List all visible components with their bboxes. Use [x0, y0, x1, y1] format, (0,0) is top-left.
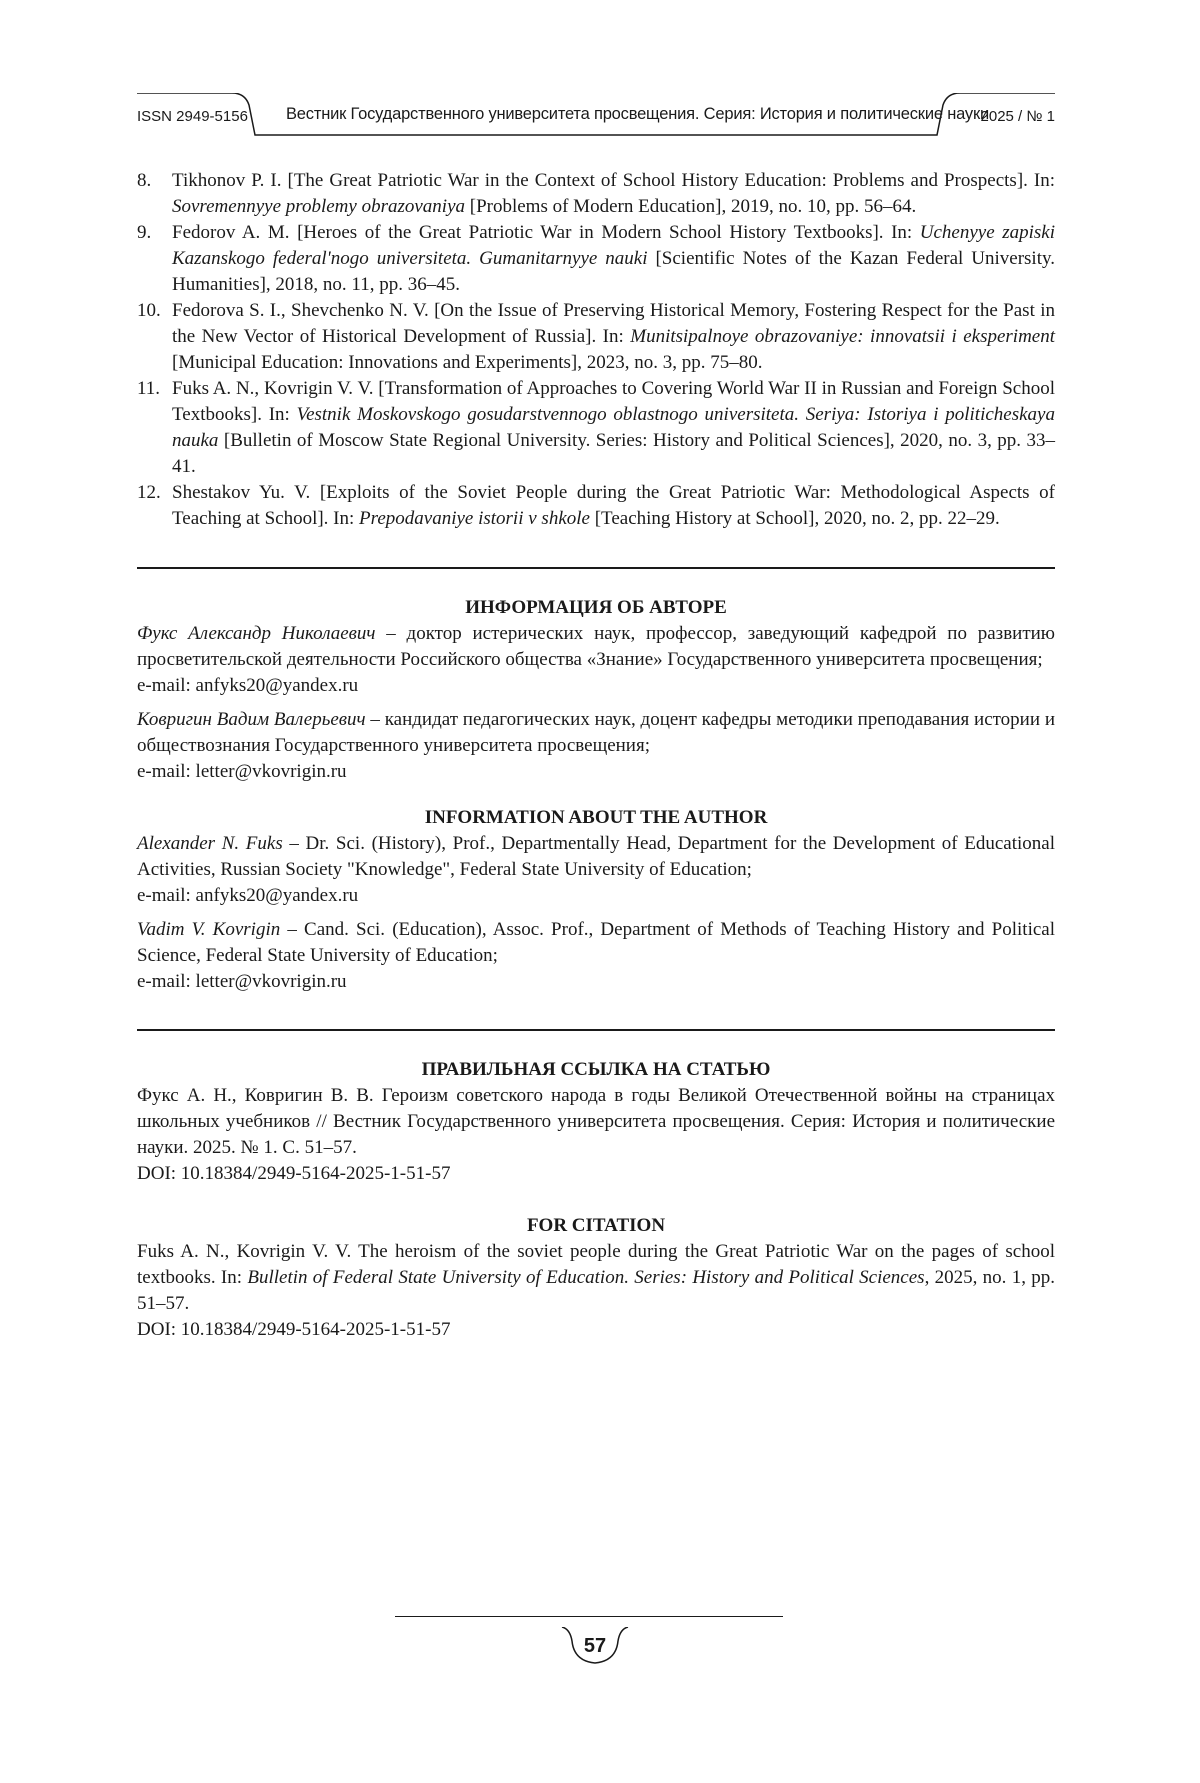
reference-text: Fedorova S. I., Shevchenko N. V. [On the Issue of Preserving Historical Memory, Fostering Respect for the Past in the New Vector of Historical Development of Russia]. In: [172, 300, 1055, 347]
reference-source: Sovremennyye problemy obrazovaniya [172, 196, 465, 217]
citation-en [137, 1213, 1055, 1343]
reference-item [137, 376, 1055, 480]
citation-text [137, 1239, 1055, 1317]
journal-title: Вестник Государственного университета просвещения. Серия: История и политические науки [286, 105, 989, 123]
reference-source: Munitsipalnoye obrazovaniye: innovatsii i eksperiment [630, 326, 1055, 347]
author-info-en-title: INFORMATION ABOUT THE AUTHOR [424, 807, 768, 828]
page-number: 57 [583, 1635, 607, 1657]
reference-text: [Scientific Notes of the Kazan Federal University. Humanities], 2018, no. 11, pp. 36–45. [172, 248, 1055, 295]
author-entry [137, 621, 1055, 673]
author-description: – доктор истерических наук, профессор, заведующий кафедрой по развитию просветительской деятельности Российского общества «Знание» Государственного университета просвещения; [137, 623, 1055, 670]
reference-text: Tikhonov P. I. [The Great Patriotic War in the Context of School History Education: Problems and Prospects]. In: [172, 170, 1055, 191]
page-number-badge [560, 1627, 630, 1667]
author-email: e-mail: letter@vkovrigin.ru [137, 971, 347, 992]
reference-number: 8. [137, 170, 152, 191]
author-entry [137, 917, 1055, 969]
citation-doi: DOI: 10.18384/2949-5164-2025-1-51-57 [137, 1163, 451, 1184]
author-description: – кандидат педагогических наук, доцент кафедры методики преподавания истории и обществознания Государственного университета просвещения; [137, 709, 1055, 756]
reference-text: Fuks A. N., Kovrigin V. V. [Transformation of Approaches to Covering World War II in Russian and Foreign School Textbooks]. In: [172, 378, 1055, 425]
citation-journal: Bulletin of Federal State University of Education. Series: History and Political Sciences [247, 1267, 925, 1288]
author-name: Ковригин Вадим Валерьевич [137, 709, 366, 730]
reference-number: 11. [137, 378, 161, 399]
reference-source: Prepodavaniye istorii v shkole [359, 508, 590, 529]
citation-ru-title: ПРАВИЛЬНАЯ ССЫЛКА НА СТАТЬЮ [421, 1059, 771, 1080]
reference-text: Shestakov Yu. V. [Exploits of the Soviet People during the Great Patriotic War: Methodological Aspects of Teaching at School]. In: [172, 482, 1055, 529]
citation-text-part: , 2025, no. 1, pp. 51–57. [137, 1267, 1055, 1314]
reference-text: [Teaching History at School], 2020, no. 2, pp. 22–29. [589, 508, 1000, 529]
reference-source: Vestnik Moskovskogo gosudarstvennogo oblastnogo universiteta. Seriya: Istoriya i politicheskaya nauka [172, 404, 1055, 451]
reference-number: 9. [137, 222, 152, 243]
author-info-ru-title: ИНФОРМАЦИЯ ОБ АВТОРЕ [465, 597, 727, 618]
reference-item [137, 480, 1055, 532]
author-name: Фукс Александр Николаевич [137, 623, 376, 644]
author-name: Alexander N. Fuks [137, 833, 283, 854]
running-header [137, 93, 1055, 143]
reference-item [137, 298, 1055, 376]
reference-text: [Bulletin of Moscow State Regional University. Series: History and Political Sciences], 2020, no. 3, pp. 33–41. [172, 430, 1055, 477]
author-email: e-mail: anfyks20@yandex.ru [137, 885, 359, 906]
main-content [137, 168, 1055, 1343]
reference-text: Fedorov A. M. [Heroes of the Great Patriotic War in Modern School History Textbooks]. In: [172, 222, 920, 243]
citation-doi: DOI: 10.18384/2949-5164-2025-1-51-57 [137, 1319, 451, 1340]
reference-item [137, 168, 1055, 220]
reference-number: 12. [137, 482, 161, 503]
reference-text: [Problems of Modern Education], 2019, no. 10, pp. 56–64. [465, 196, 917, 217]
reference-number: 10. [137, 300, 161, 321]
section-divider [137, 1029, 1055, 1031]
footer-rule [395, 1616, 783, 1617]
citation-text-part: Fuks A. N., Kovrigin V. V. The heroism of the soviet people during the Great Patriotic War on the pages of school textbooks. In: [137, 1241, 1055, 1288]
author-description: – Cand. Sci. (Education), Assoc. Prof., Department of Methods of Teaching History and Political Science, Federal State University of Education; [137, 919, 1056, 966]
section-divider [137, 567, 1055, 569]
issue-number: 2025 / № 1 [980, 108, 1055, 125]
author-description: – Dr. Sci. (History), Prof., Departmentally Head, Department for the Development of Educational Activities, Russian Society "Knowledge", Federal State University of Education; [137, 833, 1055, 880]
author-info-ru [137, 595, 1055, 785]
issn: ISSN 2949-5156 [137, 108, 248, 125]
author-email: e-mail: letter@vkovrigin.ru [137, 761, 347, 782]
citation-en-title: FOR CITATION [526, 1215, 666, 1236]
citation-ru [137, 1057, 1055, 1187]
author-name: Vadim V. Kovrigin [137, 919, 281, 940]
reference-list [137, 168, 1055, 532]
author-entry [137, 707, 1055, 759]
reference-source: Uchenyye zapiski Kazanskogo federal'nogo universiteta. Gumanitarnyye nauki [172, 222, 1056, 269]
author-info-en [137, 805, 1055, 995]
author-entry [137, 831, 1055, 883]
author-email: e-mail: anfyks20@yandex.ru [137, 675, 359, 696]
reference-item [137, 220, 1055, 298]
citation-text: Фукс А. Н., Ковригин В. В. Героизм советского народа в годы Великой Отечественной войны на страницах школьных учебников // Вестник Государственного университета просвещения. Серия: История и политические науки. 2025. № 1. С. 51–57. [137, 1085, 1055, 1158]
reference-text: [Municipal Education: Innovations and Experiments], 2023, no. 3, pp. 75–80. [172, 352, 763, 373]
